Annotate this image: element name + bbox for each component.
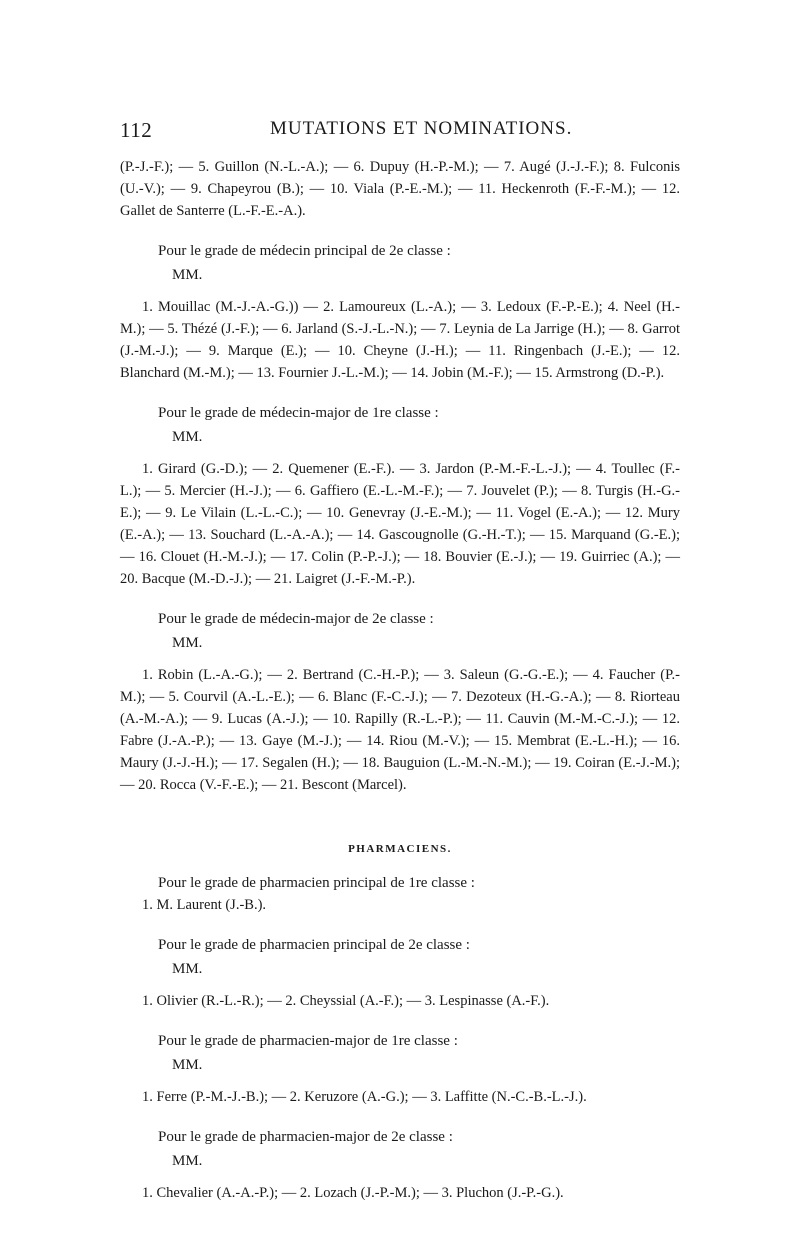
section-lead-pharmacien-major-2: Pour le grade de pharmacien-major de 2e classe :: [158, 1129, 453, 1145]
section-title-pharmaciens: PHARMACIENS.: [348, 843, 452, 855]
section-lead-pharmacien-principal-2: Pour le grade de pharmacien principal de 2e classe :: [158, 937, 470, 953]
nominee-list-pharmacien-major-2: 1. Chevalier (A.-A.-P.); — 2. Lozach (J.-P.-M.); — 3. Pluchon (J.-P.-G.).: [142, 1185, 564, 1201]
page-header: [120, 118, 680, 148]
nominee-list-medecin-principal-2: 1. Mouillac (M.-J.-A.-G.)) — 2. Lamoureux (L.-A.); — 3. Ledoux (F.-P.-E.); 4. Neel (H.-M.); — 5. Thézé (J.-F.); — 6. Jarland (S.-J.-L.-N.); — 7. Leynia de La Jarrige (H.); — 8. Garrot (J.-M.-J.); — 9. Marque (E.); — 10. Cheyne (J.-H.); — 11. Ringenbach (J.-E.); — 12. Blanchard (M.-M.); — 13. Fournier J.-L.-M.); — 14. Jobin (M.-F.); — 15. Armstrong (D.-P.).: [120, 299, 680, 381]
section-lead-pharmacien-principal-1: Pour le grade de pharmacien principal de 1re classe :: [158, 875, 475, 891]
mm-label: MM.: [172, 635, 203, 651]
mm-label: MM.: [172, 429, 203, 445]
mm-label: MM.: [172, 267, 203, 283]
nominee-list-medecin-major-1: 1. Girard (G.-D.); — 2. Quemener (E.-F.). — 3. Jardon (P.-M.-F.-L.-J.); — 4. Toullec (F.-L.); — 5. Mercier (H.-J.); — 6. Gaffiero (E.-L.-M.-F.); — 7. Jouvelet (P.); — 8. Turgis (H.-G.-E.); — 9. Le Vilain (L.-L.-C.); — 10. Genevray (J.-E.-M.); — 11. Vogel (E.-A.); — 12. Mury (E.-A.); — 13. Souchard (L.-A.-A.); — 14. Gascougnolle (G.-H.-T.); — 15. Marquand (G.-E.); — 16. Clouet (H.-M.-J.); — 17. Colin (P.-P.-J.); — 18. Bouvier (E.-J.); — 19. Guirriec (A.); — 20. Bacque (M.-D.-J.); — 21. Laigret (J.-F.-M.-P.).: [120, 461, 680, 587]
mm-label: MM.: [172, 1153, 203, 1169]
nominee-list-pharmacien-major-1: 1. Ferre (P.-M.-J.-B.); — 2. Keruzore (A.-G.); — 3. Laffitte (N.-C.-B.-L.-J.).: [142, 1089, 587, 1105]
nominee-list-pharmacien-principal-1: 1. M. Laurent (J.-B.).: [142, 897, 267, 913]
continuation-paragraph: (P.-J.-F.); — 5. Guillon (N.-L.-A.); — 6. Dupuy (H.-P.-M.); — 7. Augé (J.-J.-F.); 8. Fulconis (U.-V.); — 9. Chapeyrou (B.); — 10. Viala (P.-E.-M.); — 11. Heckenroth (F.-F.-M.); — 12. Gallet de Santerre (L.-F.-E.-A.).: [120, 159, 680, 219]
page-number: 112: [120, 118, 153, 142]
running-title: MUTATIONS ET NOMINATIONS.: [270, 118, 573, 139]
section-lead-medecin-principal-2: Pour le grade de médecin principal de 2e classe :: [158, 243, 451, 259]
nominee-list-medecin-major-2: 1. Robin (L.-A.-G.); — 2. Bertrand (C.-H.-P.); — 3. Saleun (G.-G.-E.); — 4. Faucher (P.-M.); — 5. Courvil (A.-L.-E.); — 6. Blanc (F.-C.-J.); — 7. Dezoteux (H.-G.-A.); — 8. Riorteau (A.-M.-A.); — 9. Lucas (A.-J.); — 10. Rapilly (R.-L.-P.); — 11. Cauvin (M.-M.-C.-J.); — 12. Fabre (J.-A.-P.); — 13. Gaye (M.-J.); — 14. Riou (M.-V.); — 15. Membrat (E.-L.-H.); — 16. Maury (J.-J.-H.); — 17. Segalen (H.); — 18. Bauguion (L.-M.-N.-M.); — 19. Coiran (E.-J.-M.); — 20. Rocca (V.-F.-E.); — 21. Bescont (Marcel).: [120, 667, 680, 793]
mm-label: MM.: [172, 961, 203, 977]
nominee-list-pharmacien-principal-2: 1. Olivier (R.-L.-R.); — 2. Cheyssial (A.-F.); — 3. Lespinasse (A.-F.).: [142, 993, 550, 1009]
section-lead-medecin-major-2: Pour le grade de médecin-major de 2e classe :: [158, 611, 434, 627]
page-body: [120, 156, 680, 1204]
mm-label: MM.: [172, 1057, 203, 1073]
section-lead-pharmacien-major-1: Pour le grade de pharmacien-major de 1re classe :: [158, 1033, 458, 1049]
section-lead-medecin-major-1: Pour le grade de médecin-major de 1re classe :: [158, 405, 439, 421]
